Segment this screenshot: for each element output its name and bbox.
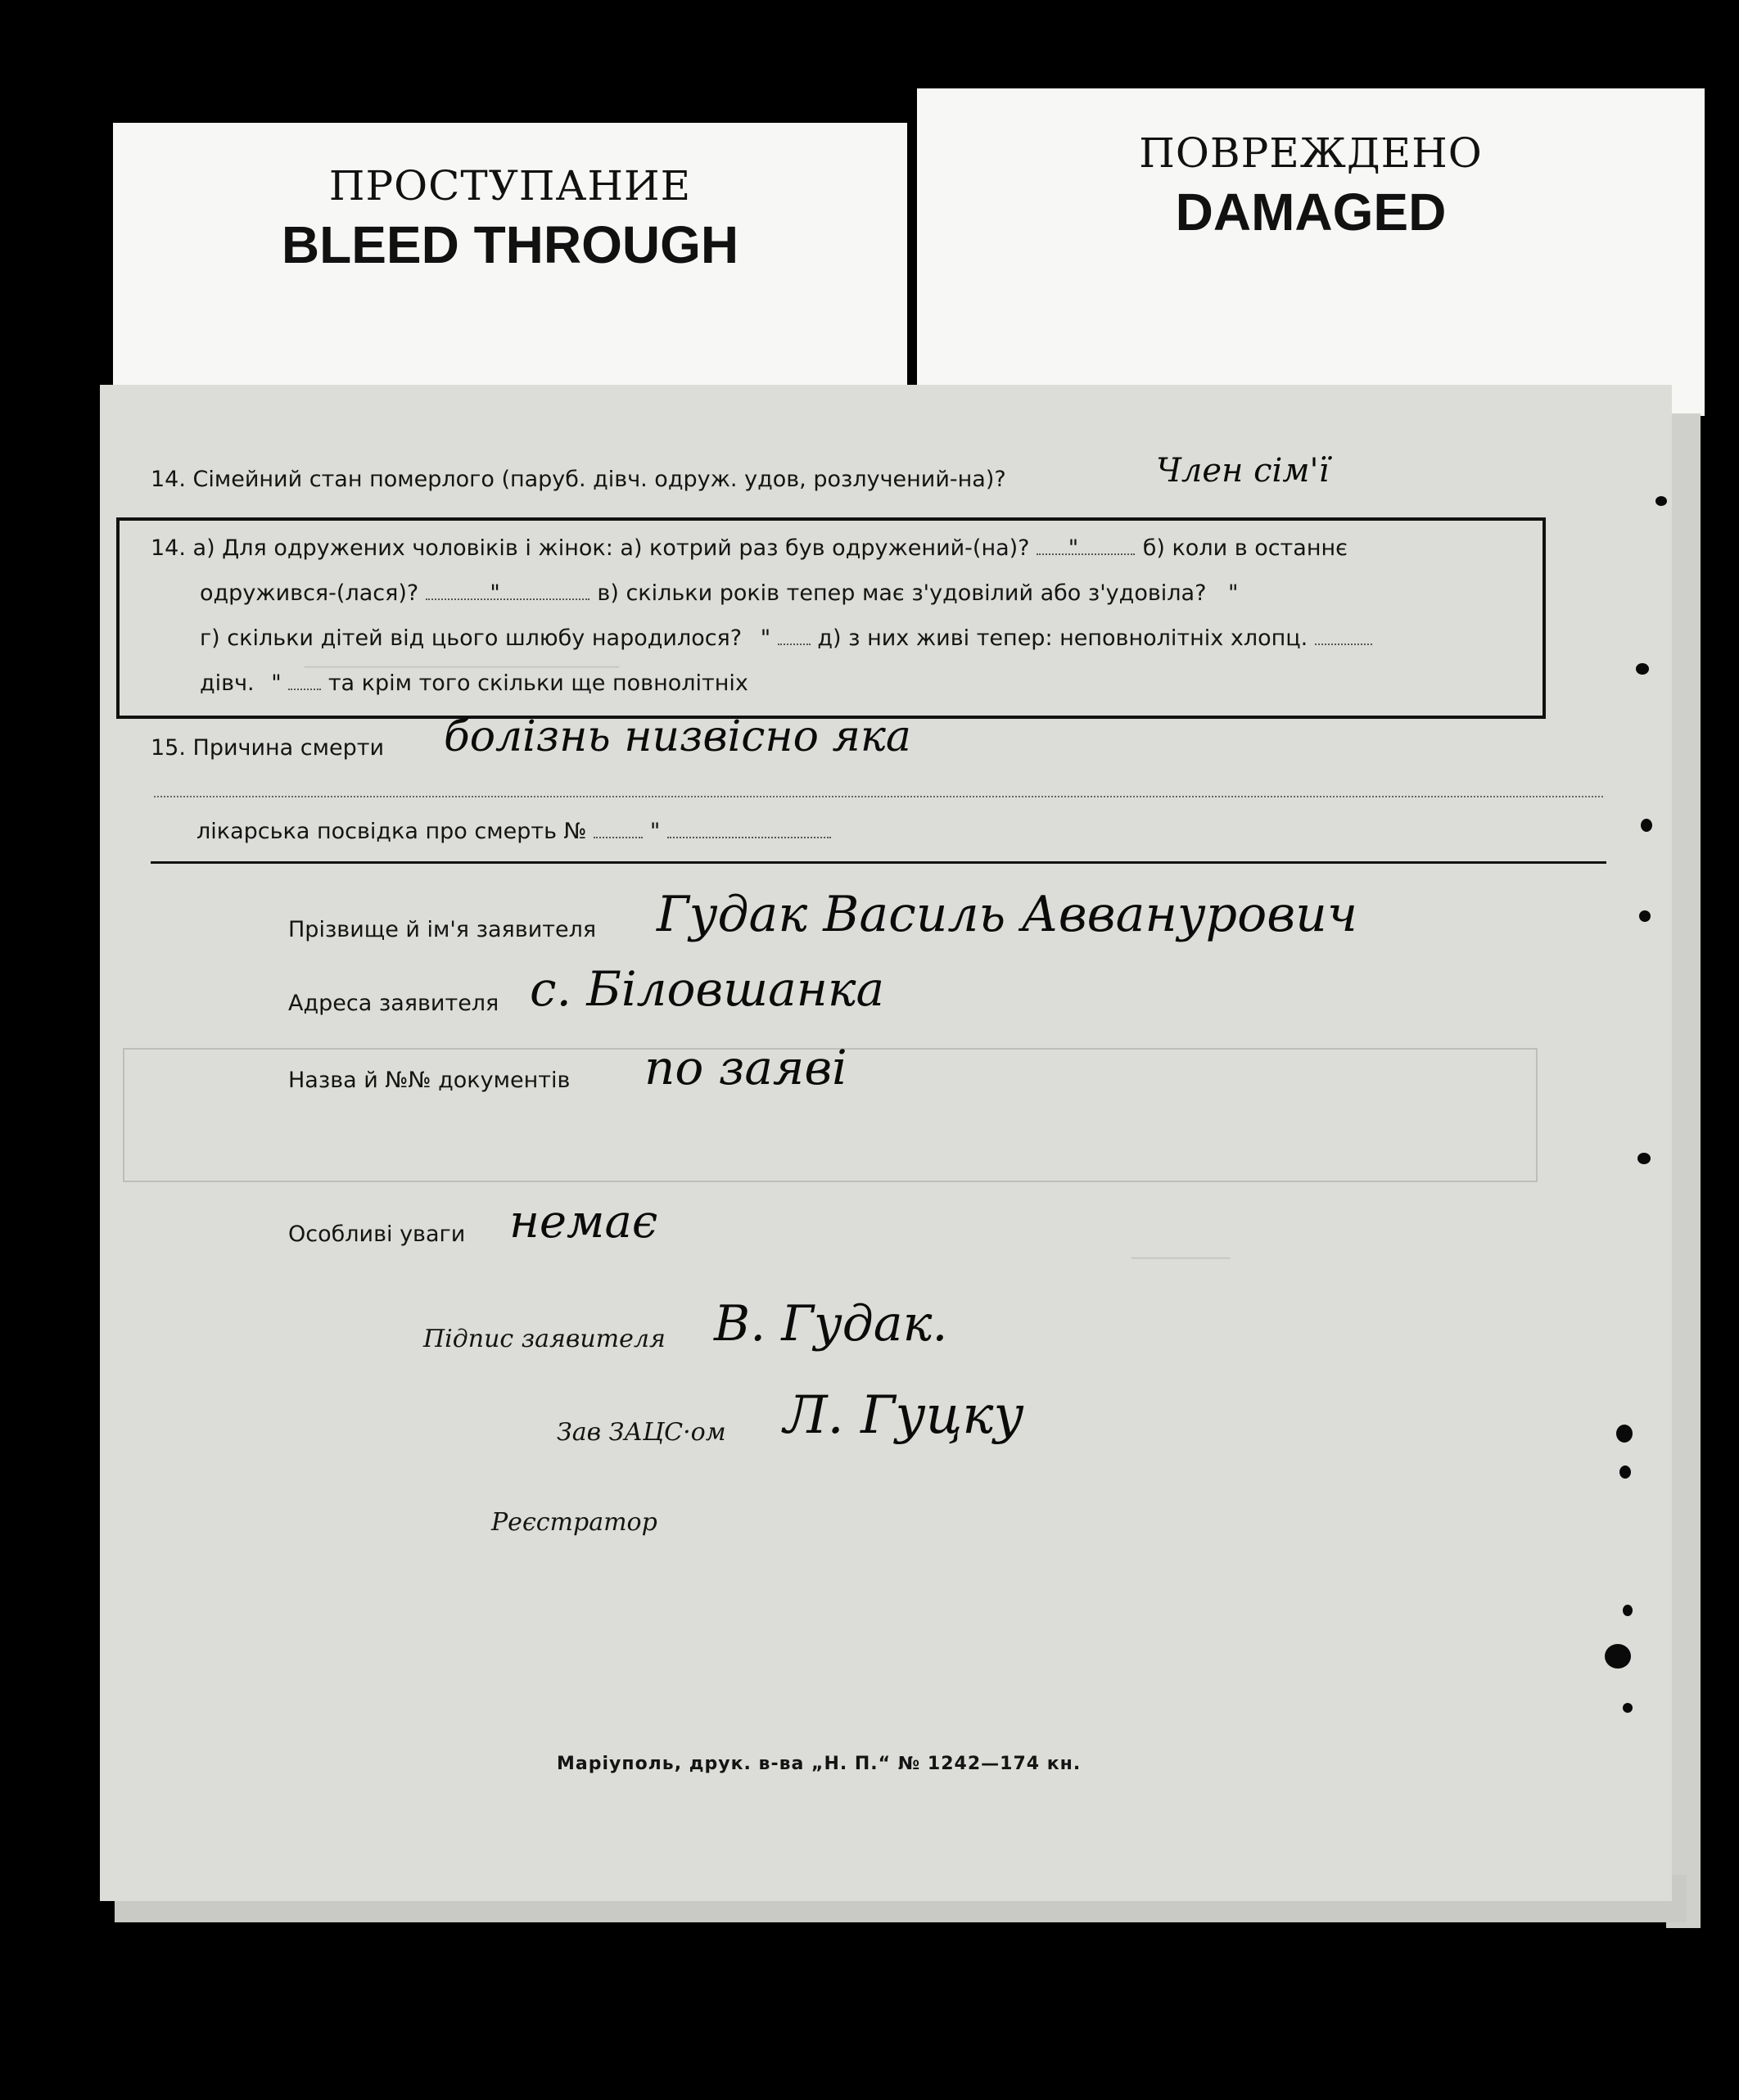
section-divider xyxy=(151,861,1606,864)
box-line-4-text-b: та крім того скільки ще повнолітніх xyxy=(327,671,748,696)
damaged-label-ru: ПОВРЕЖДЕНО xyxy=(1139,129,1483,177)
binding-hole xyxy=(1641,819,1652,832)
damaged-label-en: DAMAGED xyxy=(1175,183,1447,242)
binding-hole xyxy=(1605,1644,1631,1669)
bleed-through-label-ru: ПРОСТУПАНИЕ xyxy=(328,162,692,210)
applicant-address-label: Адреса заявителя xyxy=(288,991,499,1016)
registrar-label: Реєстратор xyxy=(491,1508,657,1537)
applicant-signature-label: Підпис заявителя xyxy=(423,1325,666,1353)
box-line-1 xyxy=(151,535,1348,561)
box-line-3-text-b: д) з них живі тепер: неповнолітніх хлопц. xyxy=(817,625,1308,651)
box-line-3-mark: " xyxy=(760,625,771,651)
applicant-signature: В. Гудак. xyxy=(714,1295,948,1353)
medical-certificate-line xyxy=(196,819,831,844)
medical-certificate-label: лікарська посвідка про смерть № xyxy=(196,819,587,844)
special-notes-value: немає xyxy=(509,1195,658,1249)
box-line-2 xyxy=(200,580,1238,606)
documents-label: Назва й №№ документів xyxy=(288,1068,571,1093)
box-line-2-mark: " xyxy=(490,580,500,606)
box-line-4 xyxy=(200,671,748,696)
box-line-1-text: 14. а) Для одружених чоловіків і жінок: а) котрий раз був одружений-(на)? xyxy=(151,535,1030,561)
special-notes-label: Особливі уваги xyxy=(288,1222,466,1247)
question-15-answer: болізнь низвісно яка xyxy=(444,712,911,761)
box-line-2-text: одружився-(лася)? xyxy=(200,580,419,606)
box-line-3 xyxy=(200,625,1372,651)
question-14-label: 14. Сімейний стан померлого (паруб. дівч. одруж. удов, розлучений-на)? xyxy=(151,467,1006,492)
binding-hole xyxy=(1623,1703,1633,1713)
applicant-name-value: Гудак Василь Авванурович xyxy=(657,886,1358,943)
printer-imprint: Маріуполь, друк. в-ва „Н. П.“ № 1242—174 кн. xyxy=(557,1754,1082,1774)
binding-hole xyxy=(1619,1465,1631,1479)
binding-hole xyxy=(1639,910,1651,922)
binding-hole xyxy=(1636,663,1649,675)
binding-hole xyxy=(1655,496,1667,506)
box-line-2-text-b: в) скільки років тепер має з'удовілий або з'удовіла? xyxy=(597,580,1207,606)
bleed-ghost-text: __________ xyxy=(1131,1236,1230,1259)
applicant-name-label: Прізвище й ім'я заявителя xyxy=(288,917,597,942)
question-15-label: 15. Причина смерти xyxy=(151,735,385,761)
bleed-through-label-en: BLEED THROUGH xyxy=(281,215,739,274)
damaged-card xyxy=(917,88,1705,416)
box-line-4-mark: " xyxy=(271,671,282,696)
marriage-details-box xyxy=(116,517,1546,719)
registry-head-signature: Л. Гуцку xyxy=(784,1385,1024,1446)
applicant-address-value: с. Біловшанка xyxy=(530,961,885,1017)
box-line-2-mark-2: " xyxy=(1228,580,1239,606)
binding-hole xyxy=(1637,1153,1651,1164)
box-line-4-text: дівч. xyxy=(200,671,255,696)
box-line-1-text-b: б) коли в останнє xyxy=(1142,535,1348,561)
box-line-1-mark: " xyxy=(1068,535,1079,561)
question-15-cause-of-death xyxy=(151,735,384,761)
medical-certificate-mark: " xyxy=(649,819,661,844)
box-line-3-text: г) скільки дітей від цього шлюбу народилося? xyxy=(200,625,743,651)
binding-hole xyxy=(1623,1605,1633,1616)
dotted-line xyxy=(154,796,1603,797)
question-14-marital-status xyxy=(151,467,1006,492)
binding-hole xyxy=(1616,1425,1633,1443)
bleed-ghost-text: ________________________________ xyxy=(305,645,619,668)
registry-head-label: Зав ЗАЦС·ом xyxy=(557,1418,726,1447)
bleed-through-card xyxy=(113,123,907,418)
documents-value: по заяві xyxy=(644,1040,847,1095)
document-sheet xyxy=(100,385,1672,1901)
question-14-answer: Член сім'ї xyxy=(1156,452,1330,490)
